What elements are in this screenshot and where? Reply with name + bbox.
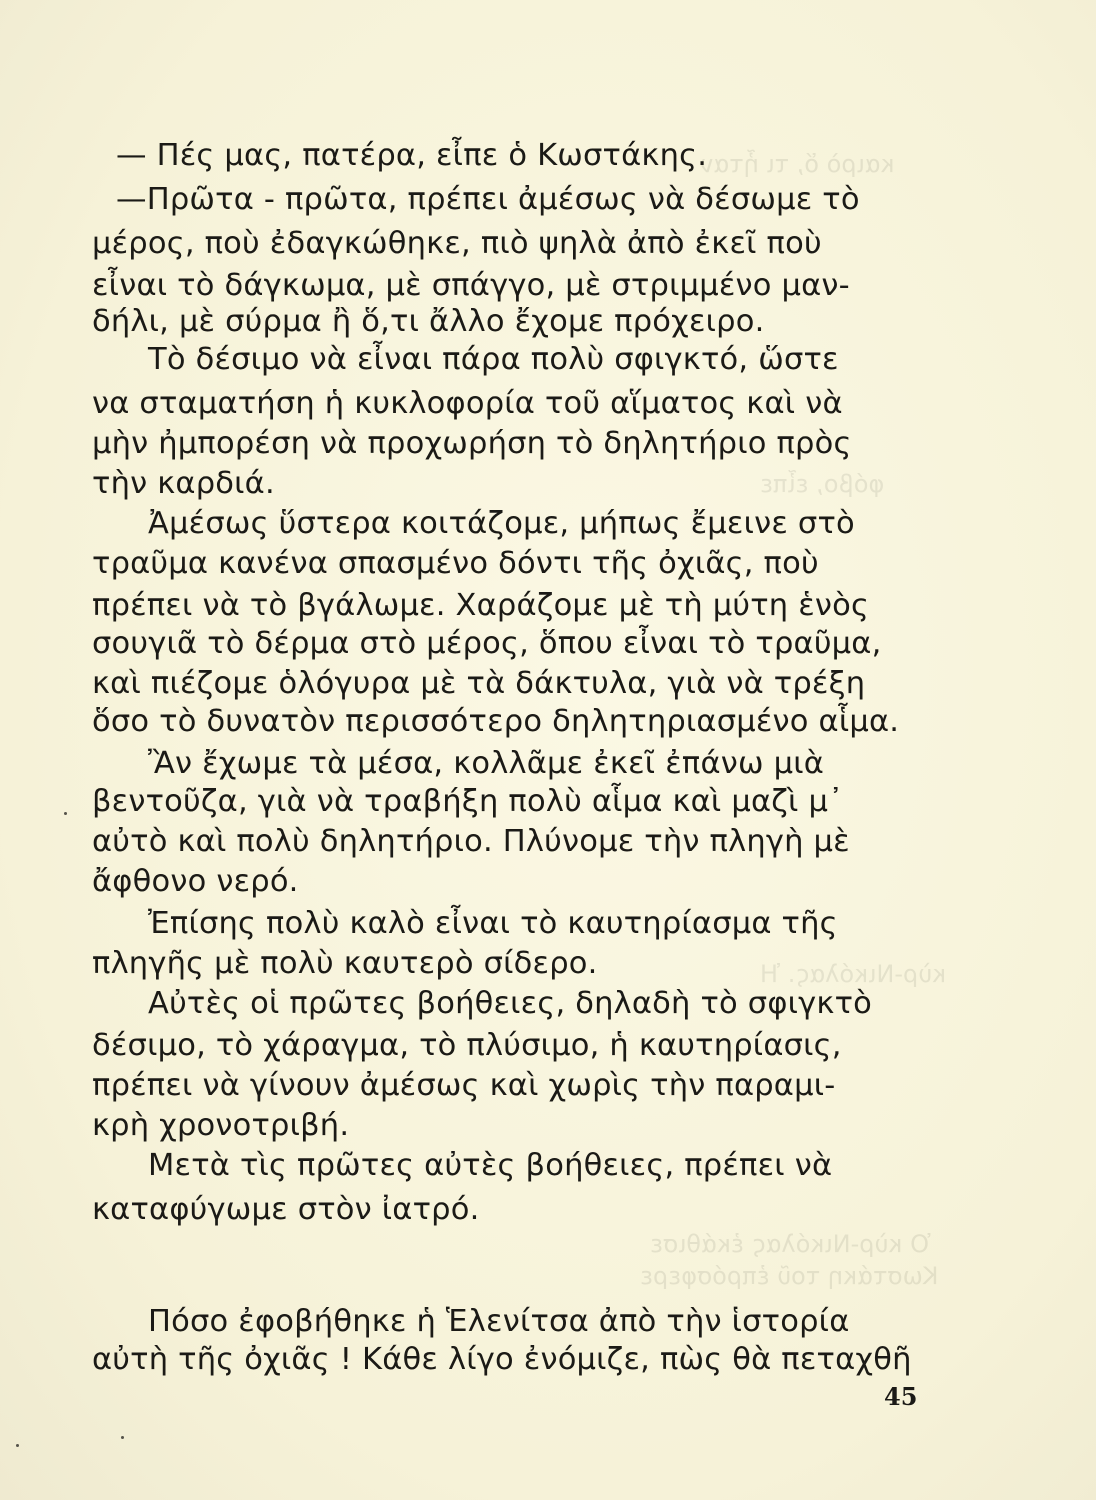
- text-line: —Πρῶτα - πρῶτα, πρέπει ἀμέσως νὰ δέσωμε τὸ: [116, 182, 860, 217]
- show-through-3: κὺρ-Νικόλας. Ἡ: [760, 960, 947, 988]
- text-line: ὅσο τὸ δυνατὸν περισσότερο δηλητηριασμένο αἷμα.: [92, 704, 900, 739]
- text-line: μέρος, ποὺ ἐδαγκώθηκε, πιὸ ψηλὰ ἀπὸ ἐκεῖ ποὺ: [92, 226, 822, 261]
- text-line: δήλι, μὲ σύρμα ἢ ὅ,τι ἄλλο ἔχομε πρόχειρο.: [92, 304, 765, 339]
- text-line: καταφύγωμε στὸν ἰατρό.: [92, 1192, 480, 1227]
- text-line: τραῦμα κανένα σπασμένο δόντι τῆς ὀχιᾶς, ποὺ: [92, 546, 819, 581]
- text-line: κρὴ χρονοτριβή.: [92, 1108, 350, 1143]
- text-line: αὐτὸ καὶ πολὺ δηλητήριο. Πλύνομε τὴν πληγὴ μὲ: [92, 824, 850, 859]
- paper-speck: [121, 1436, 124, 1439]
- text-line: Ἀμέσως ὕστερα κοιτάζομε, μήπως ἔμεινε στὸ: [148, 506, 855, 541]
- text-line: Ἂν ἔχωμε τὰ μέσα, κολλᾶμε ἐκεῖ ἐπάνω μιὰ: [148, 746, 825, 781]
- text-line: — Πές μας, πατέρα, εἶπε ὁ Κωστάκης.: [116, 138, 708, 173]
- show-through-1: καιρὸ ὅ, τι ἦταν: [700, 150, 895, 178]
- text-line: τὴν καρδιά.: [92, 466, 275, 501]
- text-line: Μετὰ τὶς πρῶτες αὐτὲς βοήθειες, πρέπει νὰ: [148, 1148, 833, 1183]
- text-line: Ἐπίσης πολὺ καλὸ εἶναι τὸ καυτηρίασμα τῆς: [148, 906, 838, 941]
- show-through-2: φόβο, εἶπε: [760, 470, 885, 498]
- text-line: πρέπει νὰ τὸ βγάλωμε. Χαράζομε μὲ τὴ μύτη ἑνὸς: [92, 588, 870, 623]
- text-line: Τὸ δέσιμο νὰ εἶναι πάρα πολὺ σφιγκτό, ὥστε: [148, 342, 839, 377]
- page-number: 45: [884, 1382, 918, 1411]
- text-line: βεντοῦζα, γιὰ νὰ τραβήξη πολὺ αἷμα καὶ μαζὶ μ᾽: [92, 784, 844, 819]
- show-through-4: Ὁ κὺρ-Νικόλας ἐκάθισε: [650, 1230, 931, 1258]
- text-line: ἄφθονο νερό.: [92, 864, 299, 899]
- text-line: πρέπει νὰ γίνουν ἀμέσως καὶ χωρὶς τὴν παραμι-: [92, 1068, 836, 1103]
- text-line: σουγιᾶ τὸ δέρμα στὸ μέρος, ὅπου εἶναι τὸ τραῦμα,: [92, 626, 882, 661]
- text-line: πληγῆς μὲ πολὺ καυτερὸ σίδερο.: [92, 946, 598, 981]
- text-line: Αὐτὲς οἱ πρῶτες βοήθειες, δηλαδὴ τὸ σφιγκτὸ: [148, 986, 873, 1021]
- text-line: εἶναι τὸ δάγκωμα, μὲ σπάγγο, μὲ στριμμένο μαν-: [92, 268, 850, 303]
- show-through-5: Κωστάκη τοῦ ἐπρόσφερε: [640, 1262, 939, 1290]
- text-line: καὶ πιέζομε ὁλόγυρα μὲ τὰ δάκτυλα, γιὰ νὰ τρέξη: [92, 666, 866, 701]
- text-line: Πόσο ἐφοβήθηκε ἡ Ἑλενίτσα ἀπὸ τὴν ἱστορία: [148, 1304, 850, 1339]
- text-line: να σταματήση ἡ κυκλοφορία τοῦ αἵματος καὶ νὰ: [92, 386, 843, 421]
- text-line: δέσιμο, τὸ χάραγμα, τὸ πλύσιμο, ἡ καυτηρίασις,: [92, 1028, 842, 1063]
- paper-speck: [64, 812, 67, 815]
- paper-speck: [16, 1444, 19, 1447]
- text-line: μὴν ἠμπορέση νὰ προχωρήση τὸ δηλητήριο πρὸς: [92, 426, 852, 461]
- text-line: αὐτὴ τῆς ὀχιᾶς ! Κάθε λίγο ἐνόμιζε, πὼς θὰ πεταχθῆ: [92, 1342, 912, 1377]
